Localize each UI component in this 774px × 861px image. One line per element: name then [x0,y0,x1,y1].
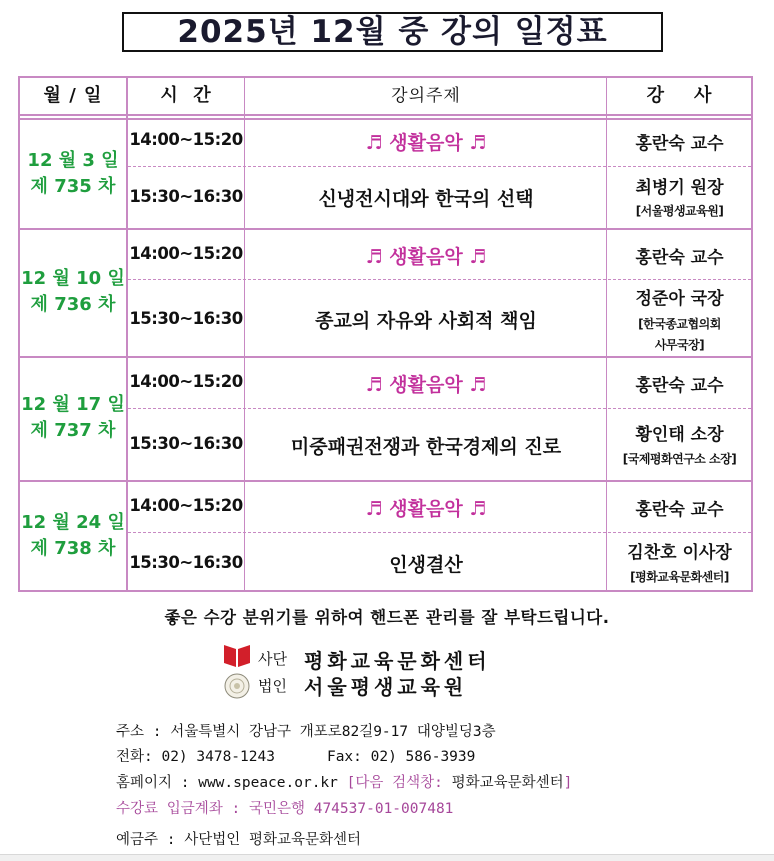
account-line: 수강료 입금계좌 : 국민은행 474537-01-007481 [116,801,454,817]
header-date: 월 / 일 [43,85,103,106]
lecture-topic: ♬ 생활음악 ♬ [365,374,487,396]
session-round-text: 제 736 차 [30,294,116,315]
lecture-topic: 인생결산 [389,554,463,576]
logo-kind-line1: 사단 [258,650,287,668]
row-divider [128,408,751,409]
lecture-topic: 신냉전시대와 한국의 선택 [318,188,534,210]
session-round-text: 제 737 차 [30,420,116,441]
lecturer-name: 홍란숙 교수 [635,248,724,268]
schedule-table [18,76,753,592]
lecture-topic: 종교의 자유와 사회적 책임 [315,310,537,332]
header-divider [20,114,751,116]
session-time: 14:00~15:20 [129,496,243,515]
lecturer [608,420,751,467]
session-date [20,510,126,562]
lecturer [608,173,751,219]
search-hint: [다음 검색창: [346,775,452,791]
phone-number: 전화: 02) 3478-1243 [116,749,275,765]
row-divider [128,279,751,280]
lecturer [608,495,751,520]
lecturer-name: 황인태 소장 [635,425,724,445]
lecturer-name: 홍란숙 교수 [635,500,724,520]
logo-name-institute: 서울평생교육원 [304,675,468,699]
fax-number: Fax: 02) 586-3939 [326,749,476,765]
logo-kind-line2: 법인 [258,677,287,695]
session-divider [20,356,751,358]
row-divider [128,532,751,533]
lecturer-name: 홍란숙 교수 [635,134,724,154]
lecturer-name: 홍란숙 교수 [635,376,724,396]
lecture-topic: ♬ 생활음악 ♬ [365,498,487,520]
lecturer-affiliation: [평화교육문화센터] [630,570,729,584]
lecturer-affiliation: [한국종교협의회 [638,317,721,331]
session-time: 15:30~16:30 [129,553,243,572]
session-time: 14:00~15:20 [129,244,243,263]
lecturer [608,243,751,268]
session-time: 15:30~16:30 [129,309,243,328]
homepage-url[interactable]: 홈페이지 : www.speace.or.kr [116,775,338,791]
session-date-text: 12 월 3 일 [27,150,119,171]
lecturer [608,284,751,353]
session-divider [20,228,751,230]
phone-line [116,745,475,766]
session-date-text: 12 월 17 일 [21,394,125,415]
page-title: 2025년 12월 중 강의 일정표 [122,12,663,52]
lecturer-affiliation-2: 사무국장] [654,338,705,352]
address-line: 주소 : 서울특별시 강남구 개포로82길9-17 대양빌딩3층 [116,724,496,740]
lecturer-name: 최병기 원장 [635,178,724,198]
lecturer [608,538,751,585]
session-time: 15:30~16:30 [129,434,243,453]
homepage-line [116,771,572,792]
session-date-text: 12 월 10 일 [21,268,125,289]
session-divider [20,480,751,482]
session-date [20,148,126,200]
session-round-text: 제 735 차 [30,176,116,197]
seal-logo-icon [224,673,250,699]
session-date-text: 12 월 24 일 [21,512,125,533]
session-date [20,392,126,444]
lecture-topic: ♬ 생활음악 ♬ [365,246,487,268]
col-divider-2 [244,78,245,590]
lecturer-affiliation: [국제평화연구소 소장] [622,452,737,466]
lecturer [608,129,751,154]
logo-name-center: 평화교육문화센터 [304,649,491,673]
lecturer-affiliation: [서울평생교육원] [635,204,724,218]
page-footer-strip [0,854,774,861]
row-divider [128,166,751,167]
header-time: 시 간 [160,85,212,106]
notice-text: 좋은 수강 분위기를 위하여 핸드폰 관리를 잘 부탁드립니다. [164,608,610,627]
session-date [20,266,126,318]
session-round-text: 제 738 차 [30,538,116,559]
lecture-topic: ♬ 생활음악 ♬ [365,132,487,154]
session-time: 14:00~15:20 [129,130,243,149]
col-divider-3 [606,78,607,590]
lecturer [608,371,751,396]
lecturer-name: 김찬호 이사장 [627,543,732,563]
header-lecturer: 강 사 [646,85,713,106]
lecture-topic: 미중패권전쟁과 한국경제의 진로 [290,436,562,458]
organization-logo [222,643,542,699]
header-divider-double [20,118,751,120]
search-hint-close: ] [563,775,573,791]
header-topic: 강의주제 [391,86,461,106]
search-term: 평화교육문화센터 [451,775,564,791]
account-holder-line: 예금주 : 사단법인 평화교육문화센터 [116,832,362,848]
lecturer-name: 정준아 국장 [635,289,724,309]
session-time: 14:00~15:20 [129,372,243,391]
book-logo-icon [222,643,252,669]
session-time: 15:30~16:30 [129,187,243,206]
